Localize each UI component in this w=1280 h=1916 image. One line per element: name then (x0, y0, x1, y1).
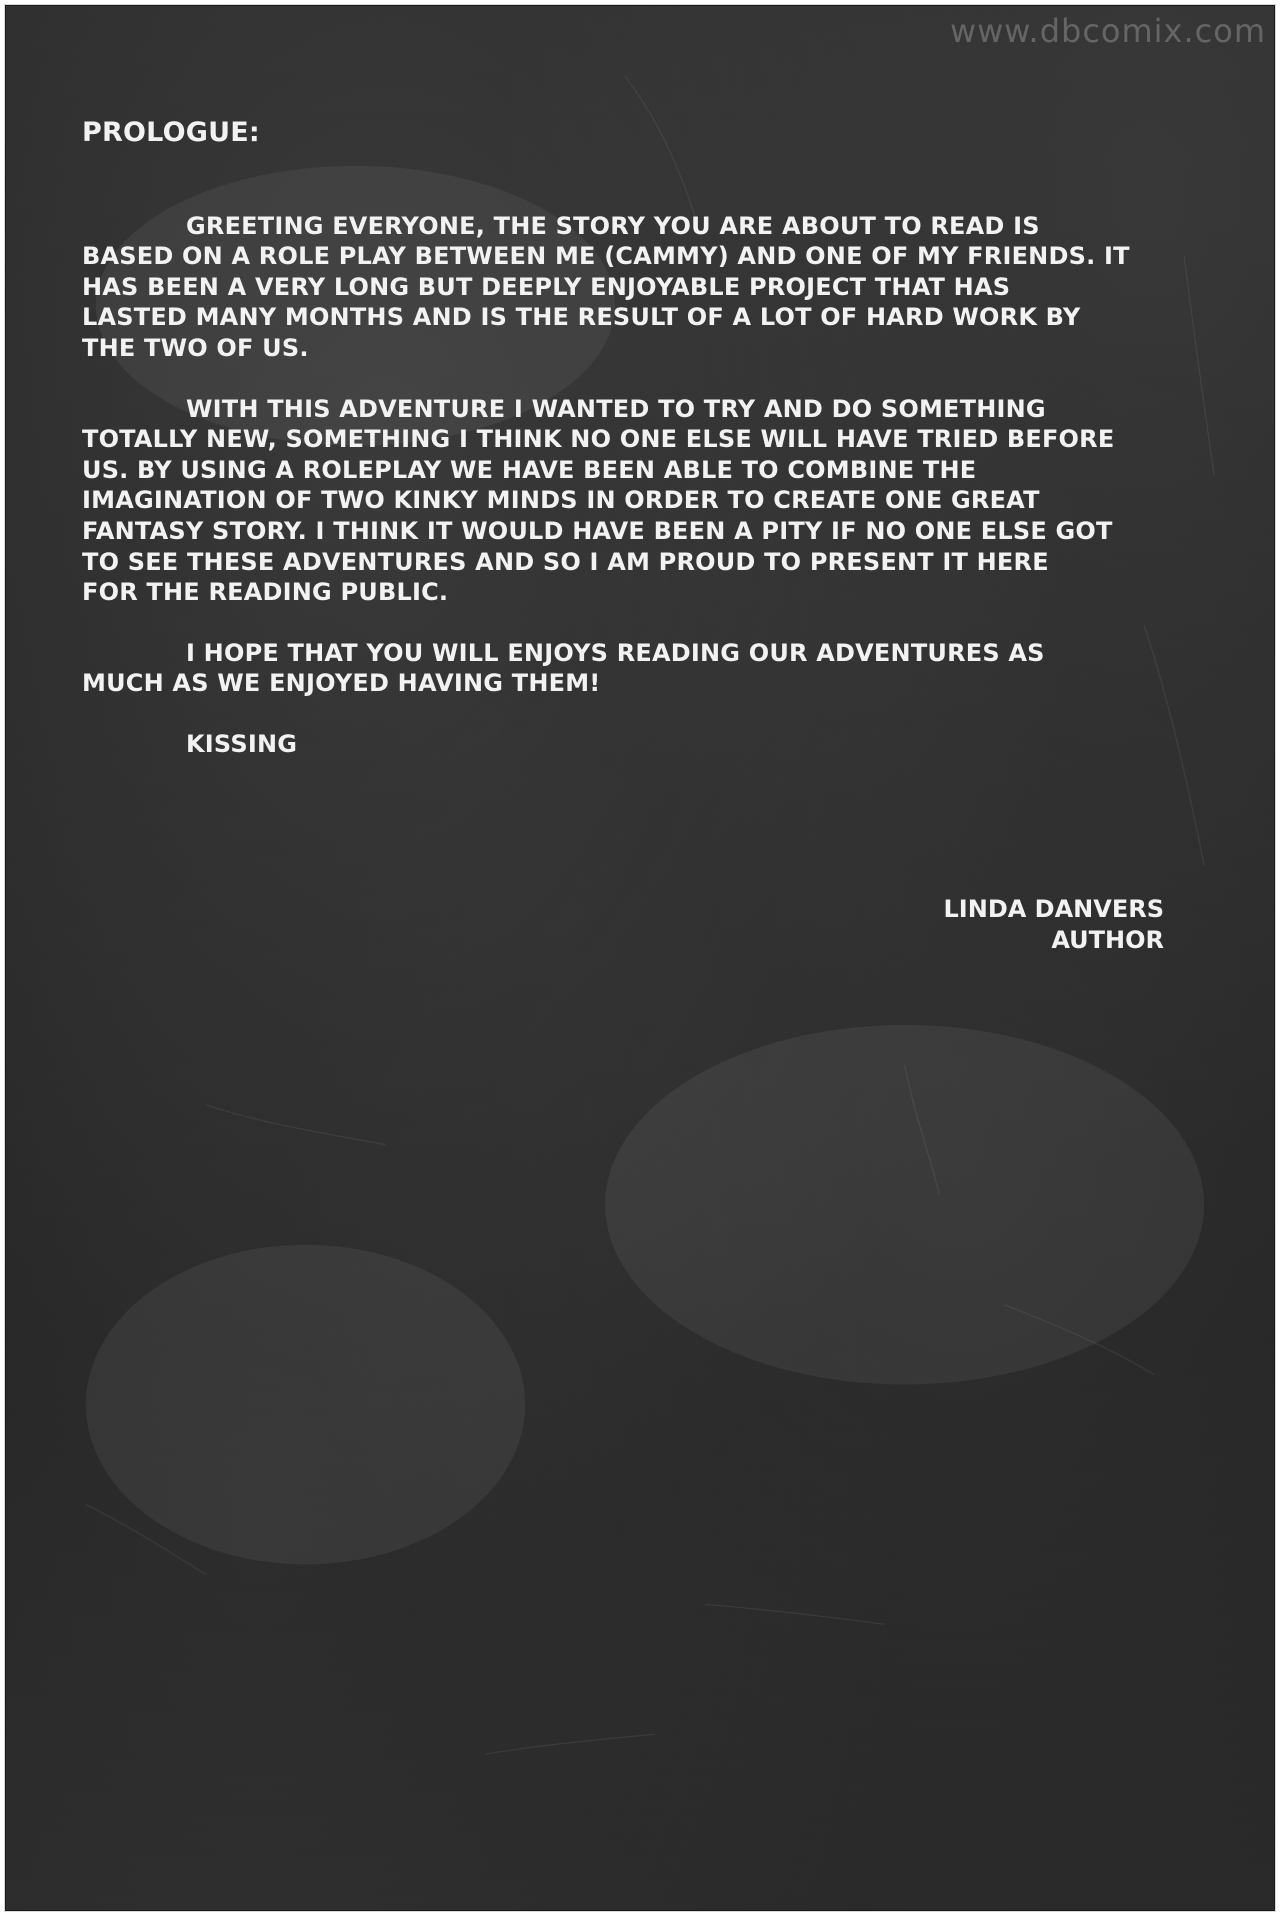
author-title: AUTHOR (1051, 926, 1164, 954)
prologue-paragraph-2: WITH THIS ADVENTURE I WANTED TO TRY AND DO SOMETHING TOTALLY NEW, SOMETHING I THINK NO ONE ELSE WILL HAVE TRIED BEFORE US. BY USING A ROLEPLAY WE HAVE BEEN ABLE TO COMBINE THE IMAGINATION OF TWO KINKY MINDS IN ORDER TO CREATE ONE GREAT FANTASY STORY. I THINK IT WOULD HAVE BEEN A PITY IF NO ONE ELSE GOT TO SEE THESE ADVENTURES AND SO I AM PROUD TO PRESENT IT HERE FOR THE READING PUBLIC. (82, 394, 1115, 607)
watermark: www.dbcomix.com (949, 12, 1266, 50)
chalkboard-page (5, 5, 1275, 1911)
prologue-text (82, 118, 1202, 760)
prologue-heading: PROLOGUE: (82, 117, 260, 148)
author-signature (944, 894, 1164, 956)
prologue-paragraph-3: I HOPE THAT YOU WILL ENJOYS READING OUR ADVENTURES AS MUCH AS WE ENJOYED HAVING THEM! (82, 638, 1045, 698)
signoff: KISSING (186, 729, 298, 758)
prologue-paragraph-1: GREETING EVERYONE, THE STORY YOU ARE ABOUT TO READ IS BASED ON A ROLE PLAY BETWEEN ME (CAMMY) AND ONE OF MY FRIENDS. IT HAS BEEN A VERY LONG BUT DEEPLY ENJOYABLE PROJECT THAT HAS LASTED MANY MONTHS AND IS THE RESULT OF A LOT OF HARD WORK BY THE TWO OF US. (82, 211, 1130, 362)
author-name: LINDA DANVERS (943, 895, 1164, 923)
